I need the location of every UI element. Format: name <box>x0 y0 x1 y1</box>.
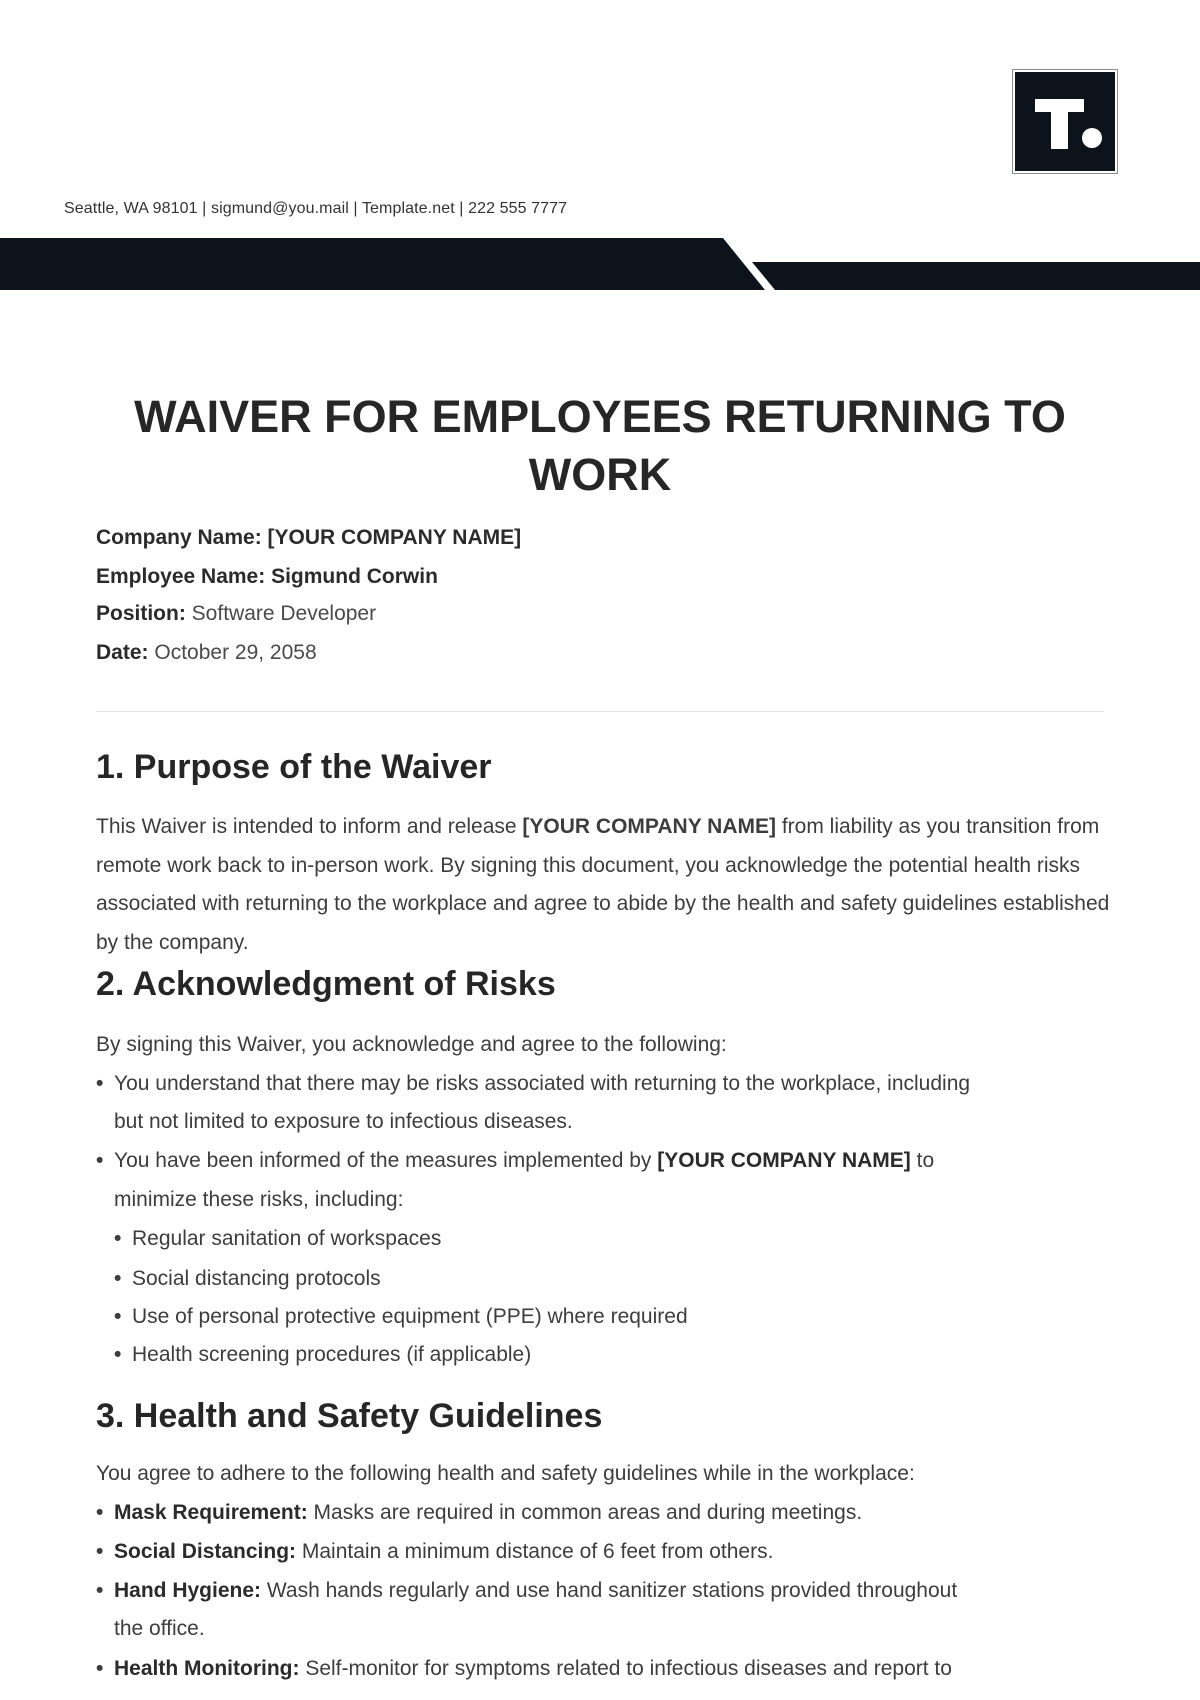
guideline-label: Hand Hygiene: <box>114 1579 262 1602</box>
text: Regular sanitation of workspaces <box>132 1227 442 1250</box>
list-item <box>96 1540 773 1564</box>
bullet: • <box>114 1267 122 1290</box>
meta-date <box>96 641 317 665</box>
risks-intro: By signing this Waiver, you acknowledge and agree to the following: <box>96 1033 727 1056</box>
meta-value: Software Developer <box>191 602 377 625</box>
bullet: • <box>96 1072 104 1095</box>
list-item <box>96 1579 957 1603</box>
bullet: • <box>114 1305 122 1328</box>
bullet: • <box>114 1227 122 1250</box>
meta-employee <box>96 565 438 589</box>
text: Use of personal protective equipment (PPE) where required <box>132 1305 688 1328</box>
sub-list-item <box>114 1305 688 1329</box>
document-title <box>60 388 1140 504</box>
header-band <box>0 230 1200 300</box>
guideline-label: Social Distancing: <box>114 1540 297 1563</box>
bullet: • <box>96 1579 104 1602</box>
title-line-1: WAIVER FOR EMPLOYEES RETURNING TO <box>134 391 1066 442</box>
list-item-continuation: the office. <box>114 1617 205 1640</box>
list-item <box>96 1149 934 1173</box>
text: Self-monitor for symptoms related to infectious diseases and report to <box>299 1657 952 1680</box>
bullet: • <box>114 1343 122 1366</box>
list-item-continuation: minimize these risks, including: <box>114 1188 404 1211</box>
guidelines-intro: You agree to adhere to the following health and safety guidelines while in the workplace: <box>96 1462 915 1485</box>
meta-label: Date: <box>96 641 149 664</box>
logo-t-stem <box>1051 99 1068 149</box>
purpose-paragraph <box>96 808 1116 963</box>
text: This Waiver is intended to inform and release <box>96 815 523 838</box>
text: Masks are required in common areas and during meetings. <box>307 1501 863 1524</box>
text: Maintain a minimum distance of 6 feet from others. <box>296 1540 774 1563</box>
divider <box>96 711 1104 712</box>
list-item <box>96 1501 862 1525</box>
meta-value: October 29, 2058 <box>154 641 317 664</box>
text: You have been informed of the measures implemented by <box>114 1149 658 1172</box>
company-placeholder: [YOUR COMPANY NAME] <box>657 1149 911 1172</box>
text: You understand that there may be risks associated with returning to the workplace, including <box>114 1072 971 1095</box>
text: to <box>910 1149 935 1172</box>
sub-list-item <box>114 1343 531 1367</box>
guideline-label: Mask Requirement: <box>114 1501 308 1524</box>
bullet: • <box>96 1540 104 1563</box>
text: Wash hands regularly and use hand sanitizer stations provided throughout <box>261 1579 958 1602</box>
header-band-left <box>0 238 765 290</box>
title-line-2: WORK <box>528 449 672 500</box>
section-heading-purpose: 1. Purpose of the Waiver <box>96 748 492 786</box>
meta-value: [YOUR COMPANY NAME] <box>267 526 522 549</box>
company-logo <box>1015 72 1115 171</box>
list-item <box>96 1072 970 1096</box>
sub-list-item <box>114 1267 381 1291</box>
bullet: • <box>96 1657 104 1680</box>
meta-label: Employee Name: <box>96 565 266 588</box>
text: Health screening procedures (if applicable) <box>132 1343 532 1366</box>
bullet: • <box>96 1501 104 1524</box>
section-heading-guidelines: 3. Health and Safety Guidelines <box>96 1397 603 1435</box>
meta-company <box>96 526 521 550</box>
list-item <box>96 1657 952 1681</box>
logo-dot <box>1082 128 1102 148</box>
meta-position <box>96 602 376 626</box>
sub-list-item <box>114 1227 441 1251</box>
text: Social distancing protocols <box>132 1267 381 1290</box>
bullet: • <box>96 1149 104 1172</box>
guideline-label: Health Monitoring: <box>114 1657 300 1680</box>
section-heading-risks: 2. Acknowledgment of Risks <box>96 965 556 1003</box>
meta-label: Position: <box>96 602 186 625</box>
company-placeholder: [YOUR COMPANY NAME] <box>522 815 776 838</box>
header-band-right <box>752 262 1200 290</box>
text: from liability as you transition from remote work back to in-person work. By signing this document, you acknowledge the potential health risks associated with returning to the workplace and agree to abide by the health and safety guidelines established by the company. <box>96 815 1110 955</box>
meta-value: Sigmund Corwin <box>271 565 438 588</box>
meta-label: Company Name: <box>96 526 262 549</box>
contact-line: Seattle, WA 98101 | sigmund@you.mail | Template.net | 222 555 7777 <box>64 200 568 217</box>
list-item-continuation: but not limited to exposure to infectious diseases. <box>114 1110 573 1133</box>
